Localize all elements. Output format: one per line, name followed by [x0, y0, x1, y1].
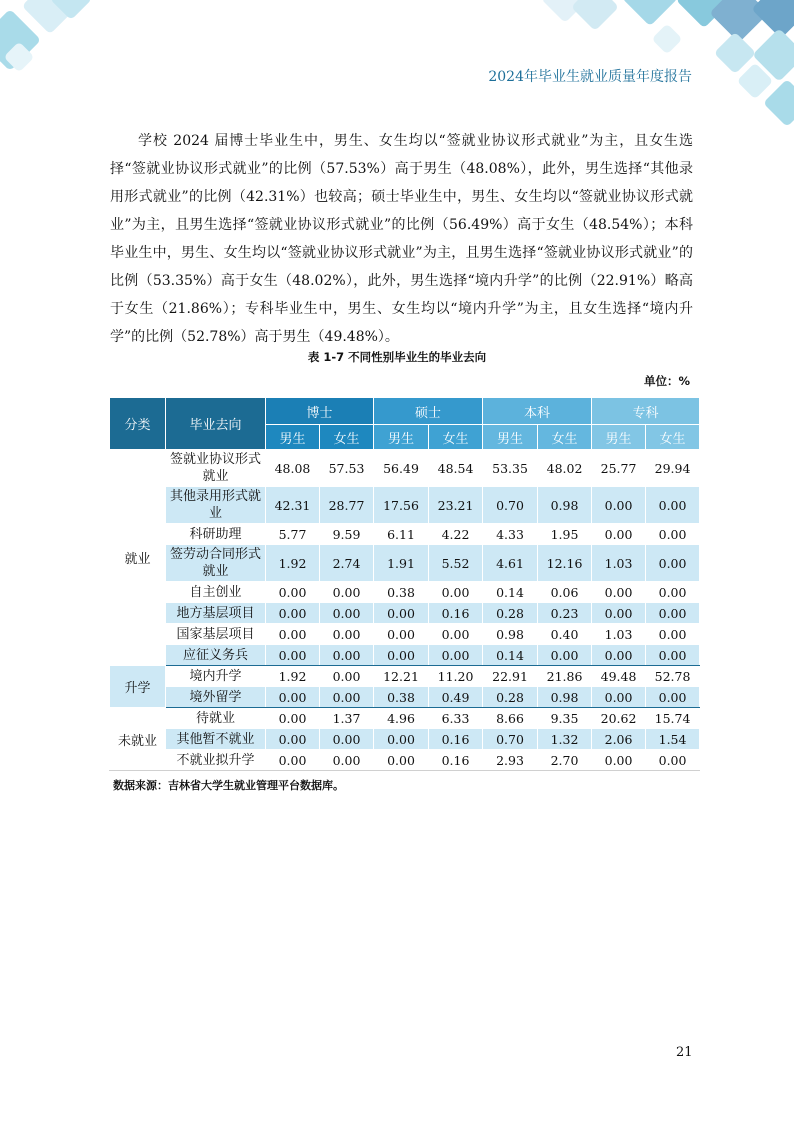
- cell-value: 0.00: [538, 645, 592, 666]
- header-category: 分类: [110, 398, 166, 450]
- cell-value: 0.49: [429, 687, 483, 708]
- row-label: 自主创业: [166, 582, 266, 603]
- row-label: 其他暂不就业: [166, 729, 266, 750]
- cell-value: 12.21: [374, 666, 429, 687]
- cell-value: 22.91: [483, 666, 538, 687]
- cell-value: 0.16: [429, 750, 483, 771]
- header-male: 男生: [483, 425, 538, 450]
- cell-value: 0.38: [374, 687, 429, 708]
- header-female: 女生: [320, 425, 374, 450]
- cell-value: 0.16: [429, 729, 483, 750]
- cell-value: 0.00: [592, 524, 646, 545]
- cell-value: 0.00: [646, 687, 700, 708]
- cell-value: 0.00: [266, 624, 320, 645]
- row-label: 签劳动合同形式就业: [166, 545, 266, 582]
- cell-value: 0.00: [266, 750, 320, 771]
- row-label: 科研助理: [166, 524, 266, 545]
- cell-value: 0.00: [374, 645, 429, 666]
- cell-value: 4.22: [429, 524, 483, 545]
- cell-value: 1.54: [646, 729, 700, 750]
- cell-value: 56.49: [374, 450, 429, 487]
- cell-value: 0.00: [320, 624, 374, 645]
- cell-value: 4.33: [483, 524, 538, 545]
- page-number: 21: [676, 1045, 693, 1060]
- cell-value: 0.00: [646, 603, 700, 624]
- cell-value: 0.98: [483, 624, 538, 645]
- cell-value: 49.48: [592, 666, 646, 687]
- cell-value: 28.77: [320, 487, 374, 524]
- row-label: 应征义务兵: [166, 645, 266, 666]
- group-label-unemployed: 未就业: [110, 708, 166, 771]
- header-level-junior-college: 专科: [592, 398, 700, 425]
- cell-value: 0.98: [538, 487, 592, 524]
- cell-value: 25.77: [592, 450, 646, 487]
- cell-value: 11.20: [429, 666, 483, 687]
- cell-value: 0.16: [429, 603, 483, 624]
- data-source-note: 数据来源：吉林省大学生就业管理平台数据库。: [113, 779, 344, 792]
- cell-value: 1.95: [538, 524, 592, 545]
- cell-value: 42.31: [266, 487, 320, 524]
- cell-value: 1.32: [538, 729, 592, 750]
- cell-value: 2.93: [483, 750, 538, 771]
- body-paragraph: 学校 2024 届博士毕业生中，男生、女生均以“签就业协议形式就业”为主，且女生选择“签就业协议形式就业”的比例（57.53%）高于男生（48.08%），此外，男生选择“其他录用形式就业”的比例（42.31%）也较高；硕士毕业生中，男生、女生均以“签就业协议形式就业”为主，且男生选择“签就业协议形式就业”的比例（56.49%）高于女生（48.54%）；本科毕业生中，男生、女生均以“签就业协议形式就业”为主，且男生选择“签就业协议形式就业”的比例（53.35%）高于女生（48.02%），此外，男生选择“境内升学”的比例（22.91%）略高于女生（21.86%）；专科毕业生中，男生、女生均以“境内升学”为主，且女生选择“境内升学”的比例（52.78%）高于男生（49.48%）。: [110, 133, 693, 345]
- cell-value: 52.78: [646, 666, 700, 687]
- group-label-employment: 就业: [110, 450, 166, 666]
- cell-value: 48.54: [429, 450, 483, 487]
- cell-value: 0.98: [538, 687, 592, 708]
- report-header-title: 2024年毕业生就业质量年度报告: [488, 69, 692, 85]
- cell-value: 0.00: [320, 603, 374, 624]
- cell-value: 0.40: [538, 624, 592, 645]
- cell-value: 0.00: [592, 487, 646, 524]
- header-male: 男生: [374, 425, 429, 450]
- cell-value: 1.91: [374, 545, 429, 582]
- row-label: 其他录用形式就业: [166, 487, 266, 524]
- cell-value: 0.00: [266, 687, 320, 708]
- table-row: [110, 524, 700, 545]
- table-row: [110, 603, 700, 624]
- cell-value: 0.14: [483, 582, 538, 603]
- header-level-bachelor: 本科: [483, 398, 592, 425]
- header-male: 男生: [266, 425, 320, 450]
- header-female: 女生: [646, 425, 700, 450]
- row-label: 地方基层项目: [166, 603, 266, 624]
- cell-value: 0.00: [646, 524, 700, 545]
- header-female: 女生: [538, 425, 592, 450]
- cell-value: 5.77: [266, 524, 320, 545]
- cell-value: 0.00: [646, 750, 700, 771]
- cell-value: 15.74: [646, 708, 700, 729]
- row-label: 国家基层项目: [166, 624, 266, 645]
- cell-value: 1.03: [592, 545, 646, 582]
- cell-value: 4.61: [483, 545, 538, 582]
- cell-value: 29.94: [646, 450, 700, 487]
- cell-value: 0.00: [266, 729, 320, 750]
- group-label-further-study: 升学: [110, 666, 166, 708]
- cell-value: 0.00: [266, 645, 320, 666]
- cell-value: 0.00: [646, 624, 700, 645]
- cell-value: 1.37: [320, 708, 374, 729]
- row-label: 境内升学: [166, 666, 266, 687]
- table-row: [110, 487, 700, 524]
- cell-value: 4.96: [374, 708, 429, 729]
- cell-value: 1.92: [266, 545, 320, 582]
- cell-value: 0.00: [429, 624, 483, 645]
- cell-value: 0.00: [374, 729, 429, 750]
- cell-value: 0.00: [374, 603, 429, 624]
- cell-value: 0.38: [374, 582, 429, 603]
- cell-value: 0.00: [320, 750, 374, 771]
- cell-value: 23.21: [429, 487, 483, 524]
- header-male: 男生: [592, 425, 646, 450]
- row-label: 不就业拟升学: [166, 750, 266, 771]
- cell-value: 0.00: [320, 666, 374, 687]
- cell-value: 48.08: [266, 450, 320, 487]
- cell-value: 0.00: [646, 582, 700, 603]
- cell-value: 48.02: [538, 450, 592, 487]
- header-level-master: 硕士: [374, 398, 483, 425]
- cell-value: 9.35: [538, 708, 592, 729]
- cell-value: 2.06: [592, 729, 646, 750]
- cell-value: 0.00: [592, 645, 646, 666]
- cell-value: 8.66: [483, 708, 538, 729]
- table-row: [110, 708, 700, 729]
- table-row: [110, 545, 700, 582]
- cell-value: 57.53: [320, 450, 374, 487]
- cell-value: 0.00: [646, 545, 700, 582]
- cell-value: 0.00: [374, 624, 429, 645]
- cell-value: 0.70: [483, 487, 538, 524]
- cell-value: 0.23: [538, 603, 592, 624]
- cell-value: 0.14: [483, 645, 538, 666]
- cell-value: 0.00: [646, 645, 700, 666]
- cell-value: 0.00: [592, 603, 646, 624]
- cell-value: 0.70: [483, 729, 538, 750]
- cell-value: 6.33: [429, 708, 483, 729]
- cell-value: 0.00: [429, 645, 483, 666]
- table-row: [110, 450, 700, 487]
- cell-value: 0.00: [266, 603, 320, 624]
- table-row: [110, 750, 700, 771]
- table-row: [110, 645, 700, 666]
- cell-value: 53.35: [483, 450, 538, 487]
- cell-value: 0.00: [320, 645, 374, 666]
- cell-value: 12.16: [538, 545, 592, 582]
- table-row: [110, 687, 700, 708]
- row-label: 境外留学: [166, 687, 266, 708]
- cell-value: 0.00: [592, 582, 646, 603]
- cell-value: 2.70: [538, 750, 592, 771]
- cell-value: 0.00: [592, 687, 646, 708]
- header-female: 女生: [429, 425, 483, 450]
- cell-value: 9.59: [320, 524, 374, 545]
- cell-value: 21.86: [538, 666, 592, 687]
- table-unit: 单位：%: [643, 374, 690, 388]
- cell-value: 20.62: [592, 708, 646, 729]
- cell-value: 2.74: [320, 545, 374, 582]
- cell-value: 0.00: [429, 582, 483, 603]
- cell-value: 0.00: [646, 487, 700, 524]
- cell-value: 5.52: [429, 545, 483, 582]
- table-caption: 表 1-7 不同性别毕业生的毕业去向: [307, 350, 487, 364]
- graduation-destination-table: [109, 397, 700, 771]
- table-row: [110, 666, 700, 687]
- cell-value: 0.00: [320, 729, 374, 750]
- cell-value: 0.00: [374, 750, 429, 771]
- table-row: [110, 624, 700, 645]
- cell-value: 1.03: [592, 624, 646, 645]
- cell-value: 1.92: [266, 666, 320, 687]
- table-row: [110, 582, 700, 603]
- cell-value: 0.06: [538, 582, 592, 603]
- cell-value: 0.28: [483, 603, 538, 624]
- cell-value: 0.00: [320, 687, 374, 708]
- cell-value: 0.00: [266, 708, 320, 729]
- table-row: [110, 729, 700, 750]
- cell-value: 0.28: [483, 687, 538, 708]
- row-label: 签就业协议形式就业: [166, 450, 266, 487]
- header-direction: 毕业去向: [166, 398, 266, 450]
- header-level-doctor: 博士: [266, 398, 374, 425]
- cell-value: 0.00: [266, 582, 320, 603]
- cell-value: 6.11: [374, 524, 429, 545]
- cell-value: 0.00: [320, 582, 374, 603]
- row-label: 待就业: [166, 708, 266, 729]
- cell-value: 17.56: [374, 487, 429, 524]
- cell-value: 0.00: [592, 750, 646, 771]
